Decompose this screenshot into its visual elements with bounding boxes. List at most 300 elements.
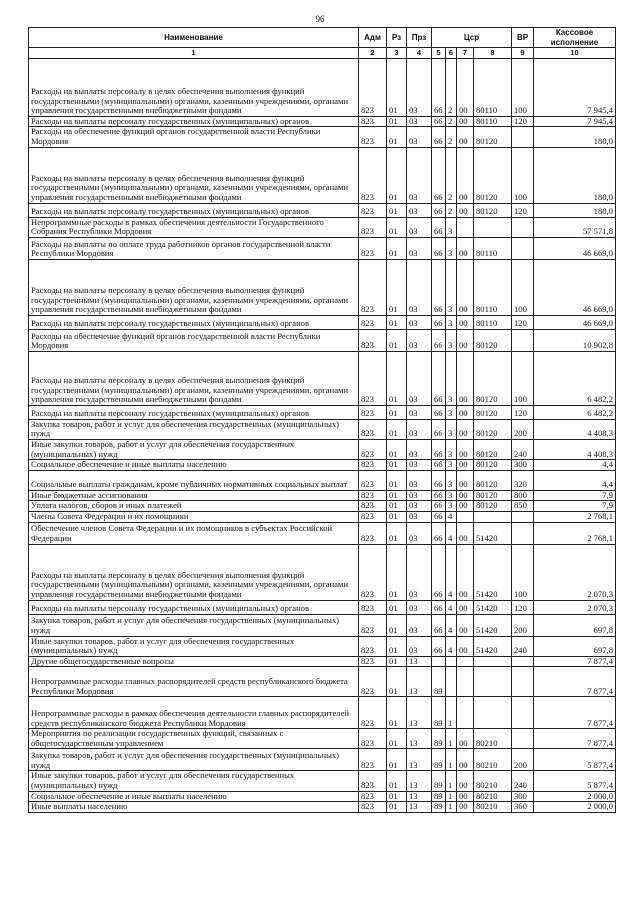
table-row — [29, 116, 616, 127]
row-vr: 300 — [512, 460, 534, 471]
column-number: 2 — [359, 48, 387, 59]
row-csr-subprogram: 3 — [446, 351, 457, 405]
row-csr-main: 00 — [457, 147, 474, 203]
row-csr-subprogram: 3 — [446, 259, 457, 315]
row-csr-main: 00 — [457, 501, 474, 512]
row-csr-direction — [474, 667, 512, 697]
row-csr-direction — [474, 656, 512, 667]
row-csr-program: 66 — [432, 600, 446, 614]
row-csr-subprogram: 3 — [446, 439, 457, 459]
row-csr-main: 00 — [457, 729, 474, 749]
row-csr-main — [457, 667, 474, 697]
table-row — [29, 600, 616, 614]
row-adm: 823 — [359, 147, 387, 203]
row-csr-direction: 80120 — [474, 329, 512, 351]
row-prz: 03 — [407, 460, 432, 471]
row-csr-main: 00 — [457, 58, 474, 116]
row-name: Расходы на обеспечение функций органов государственной власти Республики Мордовия — [29, 329, 359, 351]
row-csr-program: 89 — [432, 802, 446, 813]
row-name: Иные бюджетные ассигнования — [29, 490, 359, 501]
row-rz: 01 — [387, 237, 407, 259]
row-prz: 03 — [407, 636, 432, 656]
row-adm: 823 — [359, 470, 387, 490]
table-row — [29, 237, 616, 259]
row-adm: 823 — [359, 439, 387, 459]
row-amount: 2 070,3 — [534, 544, 616, 600]
header-adm: Адм — [359, 28, 387, 48]
row-adm: 823 — [359, 636, 387, 656]
row-amount: 4,4 — [534, 460, 616, 471]
row-csr-program: 66 — [432, 522, 446, 544]
row-csr-direction — [474, 217, 512, 237]
row-csr-main: 00 — [457, 116, 474, 127]
row-prz: 13 — [407, 667, 432, 697]
row-adm: 823 — [359, 802, 387, 813]
row-csr-direction: 80110 — [474, 116, 512, 127]
row-csr-main: 00 — [457, 544, 474, 600]
row-prz: 03 — [407, 405, 432, 419]
row-adm: 823 — [359, 600, 387, 614]
row-csr-program: 66 — [432, 58, 446, 116]
row-prz: 03 — [407, 147, 432, 203]
row-csr-main: 00 — [457, 329, 474, 351]
row-vr: 200 — [512, 749, 534, 771]
row-amount: 180,0 — [534, 127, 616, 147]
row-amount: 46 669,0 — [534, 237, 616, 259]
row-adm: 823 — [359, 614, 387, 636]
column-number-row — [29, 48, 616, 59]
row-csr-subprogram: 3 — [446, 470, 457, 490]
table-row — [29, 203, 616, 217]
row-csr-subprogram: 4 — [446, 522, 457, 544]
row-amount: 46 669,0 — [534, 315, 616, 329]
row-adm: 823 — [359, 791, 387, 802]
row-csr-main: 00 — [457, 771, 474, 791]
row-amount: 4 408,3 — [534, 419, 616, 439]
row-csr-subprogram: 2 — [446, 147, 457, 203]
row-csr-direction: 80120 — [474, 460, 512, 471]
row-csr-subprogram — [446, 667, 457, 697]
row-csr-main: 00 — [457, 460, 474, 471]
row-name: Расходы на выплаты персоналу государственных (муниципальных) органов — [29, 405, 359, 419]
row-csr-subprogram: 2 — [446, 116, 457, 127]
row-amount: 7,9 — [534, 490, 616, 501]
row-name: Закупка товаров, работ и услуг для обеспечения государственных (муниципальных) нужд — [29, 749, 359, 771]
header-name: Наименование — [29, 28, 359, 48]
row-adm: 823 — [359, 315, 387, 329]
row-prz: 03 — [407, 614, 432, 636]
row-csr-program: 89 — [432, 729, 446, 749]
row-vr: 100 — [512, 544, 534, 600]
row-adm: 823 — [359, 729, 387, 749]
table-row — [29, 439, 616, 459]
row-csr-program: 66 — [432, 147, 446, 203]
row-name: Уплата налогов, сборов и иных платежей — [29, 501, 359, 512]
row-vr — [512, 329, 534, 351]
table-row — [29, 802, 616, 813]
row-amount: 7 877,4 — [534, 729, 616, 749]
column-number: 4 — [407, 48, 432, 59]
row-csr-main: 00 — [457, 351, 474, 405]
row-csr-program: 66 — [432, 127, 446, 147]
row-prz: 03 — [407, 511, 432, 522]
row-csr-direction — [474, 697, 512, 729]
table-row — [29, 771, 616, 791]
row-name: Иные закупки товаров, работ и услуг для обеспечения государственных (муниципальных) нужд — [29, 771, 359, 791]
row-amount: 4 408,3 — [534, 439, 616, 459]
row-csr-direction: 80120 — [474, 419, 512, 439]
row-csr-program: 66 — [432, 490, 446, 501]
row-rz: 01 — [387, 544, 407, 600]
row-amount: 6 482,2 — [534, 351, 616, 405]
row-adm: 823 — [359, 522, 387, 544]
row-csr-subprogram: 3 — [446, 490, 457, 501]
table-row — [29, 636, 616, 656]
table-row — [29, 58, 616, 116]
row-name: Мероприятия по реализации государственных функций, связанных с общегосударственным управлением — [29, 729, 359, 749]
row-csr-main: 00 — [457, 237, 474, 259]
row-name: Расходы на выплаты персоналу государственных (муниципальных) органов — [29, 116, 359, 127]
row-csr-direction — [474, 511, 512, 522]
row-csr-subprogram: 1 — [446, 749, 457, 771]
row-csr-direction: 80120 — [474, 405, 512, 419]
row-csr-program: 66 — [432, 614, 446, 636]
row-csr-main: 00 — [457, 470, 474, 490]
column-number: 6 — [446, 48, 457, 59]
row-csr-direction: 80210 — [474, 749, 512, 771]
row-prz: 03 — [407, 522, 432, 544]
row-amount: 7,9 — [534, 501, 616, 512]
row-csr-direction: 80110 — [474, 58, 512, 116]
row-amount: 7 945,4 — [534, 116, 616, 127]
row-amount: 2 768,1 — [534, 522, 616, 544]
row-name: Расходы на выплаты персоналу в целях обеспечения выполнения функций государственными (муниципальными) органами, казенными учреждениями, органами управления государственными внебюджетными фондами — [29, 259, 359, 315]
row-vr: 100 — [512, 259, 534, 315]
row-csr-subprogram: 3 — [446, 501, 457, 512]
row-csr-program: 89 — [432, 771, 446, 791]
table-row — [29, 470, 616, 490]
table-row — [29, 329, 616, 351]
row-rz: 01 — [387, 419, 407, 439]
row-vr: 100 — [512, 58, 534, 116]
row-csr-subprogram: 2 — [446, 127, 457, 147]
row-csr-direction: 80120 — [474, 203, 512, 217]
row-rz: 01 — [387, 501, 407, 512]
row-csr-program: 66 — [432, 460, 446, 471]
row-csr-main — [457, 217, 474, 237]
row-vr: 100 — [512, 351, 534, 405]
row-name: Иные выплаты населению — [29, 802, 359, 813]
row-csr-subprogram: 1 — [446, 729, 457, 749]
row-vr: 200 — [512, 614, 534, 636]
row-csr-direction: 80120 — [474, 501, 512, 512]
row-amount: 180,0 — [534, 203, 616, 217]
row-amount: 7 877,4 — [534, 656, 616, 667]
row-amount: 7 945,4 — [534, 58, 616, 116]
column-number: 7 — [457, 48, 474, 59]
row-prz: 13 — [407, 729, 432, 749]
budget-execution-table — [28, 27, 616, 813]
row-amount: 7 877,4 — [534, 667, 616, 697]
row-name: Другие общегосударственные вопросы — [29, 656, 359, 667]
header-vr: ВР — [512, 28, 534, 48]
row-vr: 240 — [512, 771, 534, 791]
row-amount: 2 000,0 — [534, 802, 616, 813]
row-adm: 823 — [359, 203, 387, 217]
row-vr: 240 — [512, 439, 534, 459]
row-vr: 120 — [512, 203, 534, 217]
row-amount: 5 877,4 — [534, 771, 616, 791]
row-csr-direction: 80110 — [474, 237, 512, 259]
row-csr-subprogram: 3 — [446, 460, 457, 471]
row-adm: 823 — [359, 749, 387, 771]
row-vr — [512, 237, 534, 259]
row-prz: 03 — [407, 58, 432, 116]
row-rz: 01 — [387, 127, 407, 147]
row-csr-program: 89 — [432, 791, 446, 802]
row-csr-program: 66 — [432, 439, 446, 459]
row-csr-subprogram: 3 — [446, 217, 457, 237]
row-name: Члены Совета Федерации и их помощники — [29, 511, 359, 522]
row-name: Социальное обеспечение и иные выплаты населению — [29, 460, 359, 471]
row-csr-subprogram: 1 — [446, 791, 457, 802]
row-rz: 01 — [387, 405, 407, 419]
row-rz: 01 — [387, 490, 407, 501]
row-vr — [512, 522, 534, 544]
row-csr-main: 00 — [457, 419, 474, 439]
row-name: Расходы на выплаты персоналу государственных (муниципальных) органов — [29, 315, 359, 329]
row-csr-direction: 51420 — [474, 522, 512, 544]
row-prz: 03 — [407, 127, 432, 147]
row-rz: 01 — [387, 351, 407, 405]
row-rz: 01 — [387, 203, 407, 217]
row-csr-direction: 80110 — [474, 259, 512, 315]
row-vr: 320 — [512, 470, 534, 490]
row-csr-main: 00 — [457, 127, 474, 147]
row-csr-subprogram: 3 — [446, 237, 457, 259]
row-csr-direction: 80210 — [474, 729, 512, 749]
row-adm: 823 — [359, 490, 387, 501]
column-number: 9 — [512, 48, 534, 59]
column-number: 10 — [534, 48, 616, 59]
row-csr-program: 66 — [432, 419, 446, 439]
row-prz: 13 — [407, 802, 432, 813]
row-rz: 01 — [387, 656, 407, 667]
row-csr-direction: 80210 — [474, 771, 512, 791]
row-adm: 823 — [359, 405, 387, 419]
row-rz: 01 — [387, 697, 407, 729]
table-row — [29, 749, 616, 771]
header-amount: Кассовое исполнение — [534, 28, 616, 48]
row-prz: 03 — [407, 544, 432, 600]
row-rz: 01 — [387, 802, 407, 813]
row-prz: 13 — [407, 749, 432, 771]
row-rz: 01 — [387, 791, 407, 802]
row-vr: 120 — [512, 600, 534, 614]
table-row — [29, 522, 616, 544]
row-vr: 300 — [512, 791, 534, 802]
table-row — [29, 405, 616, 419]
row-name: Непрограммные расходы главных распорядителей средств республиканского бюджета Республики Мордовия — [29, 667, 359, 697]
row-csr-program: 66 — [432, 544, 446, 600]
row-csr-direction: 80120 — [474, 470, 512, 490]
row-csr-program: 89 — [432, 697, 446, 729]
row-csr-subprogram: 2 — [446, 203, 457, 217]
row-adm: 823 — [359, 460, 387, 471]
row-csr-program — [432, 656, 446, 667]
row-vr — [512, 656, 534, 667]
row-vr: 800 — [512, 490, 534, 501]
row-prz: 03 — [407, 203, 432, 217]
row-csr-main: 00 — [457, 259, 474, 315]
row-csr-main: 00 — [457, 802, 474, 813]
row-name: Непрограммные расходы в рамках обеспечения деятельности главных распорядителей средств республиканского бюджета Республики Мордовия — [29, 697, 359, 729]
row-vr: 100 — [512, 147, 534, 203]
row-csr-subprogram — [446, 656, 457, 667]
row-adm: 823 — [359, 697, 387, 729]
row-csr-program: 66 — [432, 237, 446, 259]
row-name: Расходы на выплаты персоналу государственных (муниципальных) органов — [29, 203, 359, 217]
row-vr — [512, 667, 534, 697]
row-adm: 823 — [359, 58, 387, 116]
row-csr-main — [457, 656, 474, 667]
table-row — [29, 501, 616, 512]
row-name: Расходы на обеспечение функций органов государственной власти Республики Мордовия — [29, 127, 359, 147]
row-amount: 2 768,1 — [534, 511, 616, 522]
row-adm: 823 — [359, 501, 387, 512]
row-prz: 13 — [407, 771, 432, 791]
row-csr-program: 66 — [432, 217, 446, 237]
row-csr-main: 00 — [457, 522, 474, 544]
row-csr-program: 66 — [432, 315, 446, 329]
row-rz: 01 — [387, 600, 407, 614]
row-prz: 03 — [407, 351, 432, 405]
row-csr-main: 00 — [457, 614, 474, 636]
table-row — [29, 614, 616, 636]
row-adm: 823 — [359, 329, 387, 351]
row-rz: 01 — [387, 147, 407, 203]
row-csr-subprogram: 2 — [446, 58, 457, 116]
row-csr-direction: 51420 — [474, 600, 512, 614]
row-prz: 03 — [407, 259, 432, 315]
row-prz: 03 — [407, 329, 432, 351]
row-csr-direction: 80120 — [474, 127, 512, 147]
row-csr-subprogram: 4 — [446, 511, 457, 522]
row-csr-program: 66 — [432, 116, 446, 127]
table-row — [29, 259, 616, 315]
row-csr-main: 00 — [457, 490, 474, 501]
row-adm: 823 — [359, 237, 387, 259]
row-vr: 120 — [512, 116, 534, 127]
row-vr — [512, 127, 534, 147]
row-csr-direction: 80210 — [474, 791, 512, 802]
row-rz: 01 — [387, 511, 407, 522]
row-adm: 823 — [359, 511, 387, 522]
row-csr-program: 89 — [432, 749, 446, 771]
header-row — [29, 28, 616, 48]
row-adm: 823 — [359, 351, 387, 405]
column-number: 5 — [432, 48, 446, 59]
row-rz: 01 — [387, 439, 407, 459]
table-row — [29, 729, 616, 749]
row-name: Социальное обеспечение и иные выплаты населению — [29, 791, 359, 802]
row-vr — [512, 729, 534, 749]
row-csr-direction: 80110 — [474, 315, 512, 329]
row-csr-main: 00 — [457, 749, 474, 771]
row-csr-program: 66 — [432, 470, 446, 490]
row-rz: 01 — [387, 522, 407, 544]
row-adm: 823 — [359, 771, 387, 791]
row-vr: 120 — [512, 315, 534, 329]
row-csr-direction: 80120 — [474, 147, 512, 203]
row-name: Расходы на выплаты персоналу в целях обеспечения выполнения функций государственными (муниципальными) органами, казенными учреждениями, органами управления государственными внебюджетными фондами — [29, 544, 359, 600]
row-vr: 200 — [512, 419, 534, 439]
row-csr-program: 66 — [432, 405, 446, 419]
row-csr-main — [457, 697, 474, 729]
row-rz: 01 — [387, 329, 407, 351]
row-rz: 01 — [387, 470, 407, 490]
row-vr: 360 — [512, 802, 534, 813]
row-name: Иные закупки товаров, работ и услуг для обеспечения государственных (муниципальных) нужд — [29, 439, 359, 459]
row-name: Расходы на выплаты персоналу в целях обеспечения выполнения функций государственными (муниципальными) органами, казенными учреждениями, органами управления государственными внебюджетными фондами — [29, 351, 359, 405]
row-amount: 7 877,4 — [534, 697, 616, 729]
row-vr: 240 — [512, 636, 534, 656]
row-prz: 03 — [407, 501, 432, 512]
row-rz: 01 — [387, 217, 407, 237]
row-name: Обеспечение членов Совета Федерации и их помощников в субъектах Российской Федерации — [29, 522, 359, 544]
column-number: 1 — [29, 48, 359, 59]
row-vr — [512, 511, 534, 522]
row-rz: 01 — [387, 749, 407, 771]
table-row — [29, 419, 616, 439]
row-amount: 697,8 — [534, 614, 616, 636]
row-prz: 03 — [407, 490, 432, 501]
row-name: Расходы на выплаты персоналу государственных (муниципальных) органов — [29, 600, 359, 614]
row-name: Закупка товаров, работ и услуг для обеспечения государственных (муниципальных) нужд — [29, 614, 359, 636]
table-row — [29, 217, 616, 237]
row-csr-main: 00 — [457, 600, 474, 614]
row-prz: 03 — [407, 237, 432, 259]
row-name: Непрограммные расходы в рамках обеспечения деятельности Государственного Собрания Республики Мордовия — [29, 217, 359, 237]
row-csr-main: 00 — [457, 315, 474, 329]
table-row — [29, 656, 616, 667]
row-csr-subprogram: 4 — [446, 614, 457, 636]
row-prz: 03 — [407, 315, 432, 329]
column-number: 3 — [387, 48, 407, 59]
table-row — [29, 697, 616, 729]
row-amount: 4,4 — [534, 470, 616, 490]
row-adm: 823 — [359, 544, 387, 600]
row-prz: 13 — [407, 791, 432, 802]
row-name: Социальные выплаты гражданам, кроме публичных нормативных социальных выплат — [29, 470, 359, 490]
row-rz: 01 — [387, 636, 407, 656]
row-name: Расходы на выплаты по оплате труда работников органов государственной власти Республики Мордовия — [29, 237, 359, 259]
row-csr-subprogram: 3 — [446, 405, 457, 419]
row-prz: 03 — [407, 470, 432, 490]
row-prz: 13 — [407, 656, 432, 667]
row-csr-main — [457, 511, 474, 522]
row-prz: 03 — [407, 217, 432, 237]
row-amount: 6 482,2 — [534, 405, 616, 419]
row-csr-subprogram: 1 — [446, 802, 457, 813]
table-row — [29, 544, 616, 600]
row-adm: 823 — [359, 259, 387, 315]
row-amount: 46 669,0 — [534, 259, 616, 315]
row-csr-direction: 80120 — [474, 351, 512, 405]
table-row — [29, 791, 616, 802]
row-adm: 823 — [359, 127, 387, 147]
row-csr-direction: 80120 — [474, 439, 512, 459]
